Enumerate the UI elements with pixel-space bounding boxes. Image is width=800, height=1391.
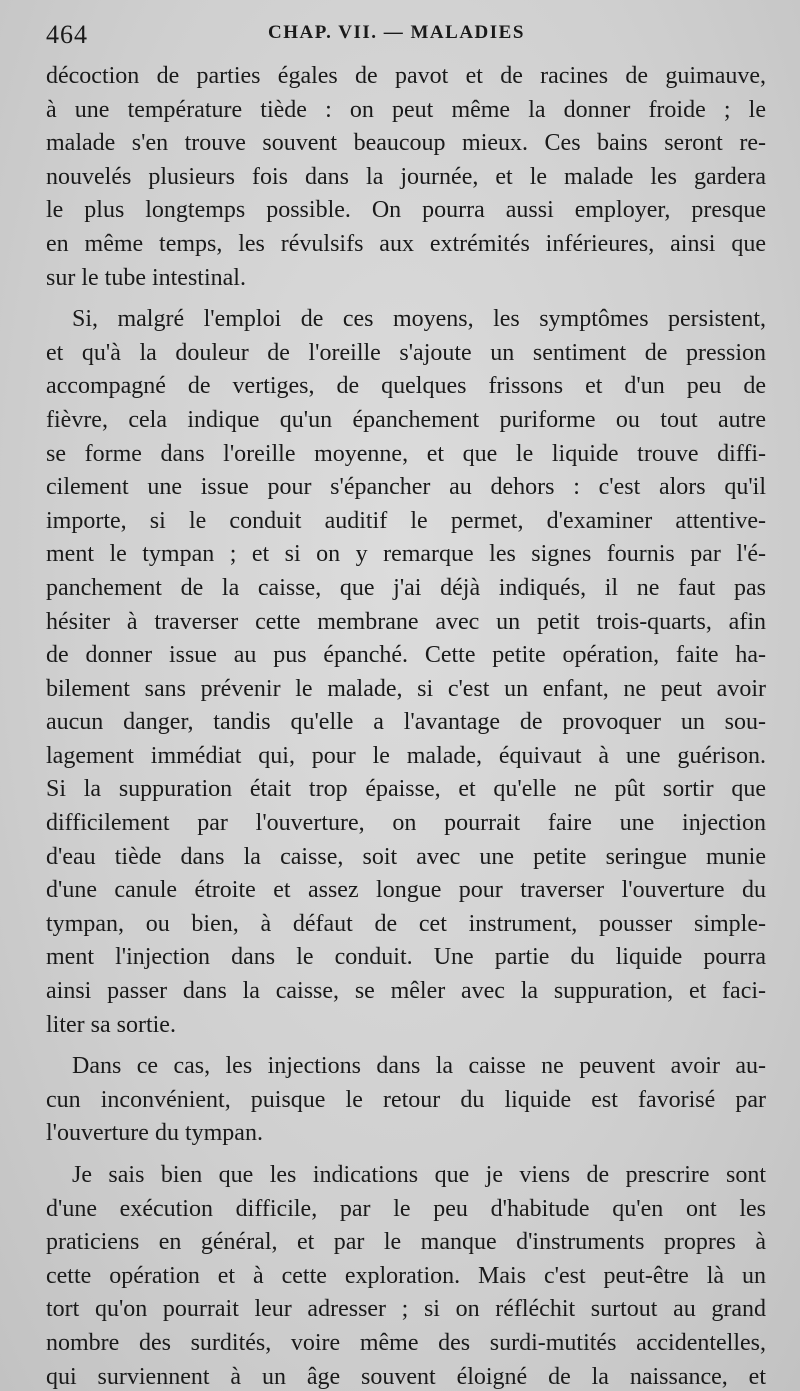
text-line: nombre des surdités, voire même des surdi-mutités accidentelles, xyxy=(46,1329,766,1356)
paragraph xyxy=(46,1050,766,1151)
text-line: cilement une issue pour s'épancher au dehors : c'est alors qu'il xyxy=(46,474,766,501)
text-line: panchement de la caisse, que j'ai déjà indiqués, il ne faut pas xyxy=(46,574,766,601)
text-line: nouvelés plusieurs fois dans la journée, et le malade les gardera xyxy=(46,163,766,190)
text-line: praticiens en général, et par le manque d'instruments propres à xyxy=(46,1229,766,1256)
text-line: difficilement par l'ouverture, on pourrait faire une injection xyxy=(46,810,766,837)
chapter-heading: CHAP. VII. — MALADIES xyxy=(268,22,525,43)
text-line: Si la suppuration était trop épaisse, et qu'elle ne pût sortir que xyxy=(46,776,766,803)
text-line: lagement immédiat qui, pour le malade, équivaut à une guérison. xyxy=(46,742,766,769)
body-text xyxy=(46,60,766,1391)
text-line: ment l'injection dans le conduit. Une partie du liquide pourra xyxy=(46,944,766,971)
text-line: aucun danger, tandis qu'elle a l'avantage de provoquer un sou- xyxy=(46,709,766,736)
text-line: à une température tiède : on peut même la donner froide ; le xyxy=(46,96,766,123)
text-line: liter sa sortie. xyxy=(46,1011,176,1038)
text-line: Je sais bien que les indications que je viens de prescrire sont xyxy=(72,1162,766,1188)
text-line: ainsi passer dans la caisse, se mêler avec la suppuration, et faci- xyxy=(46,978,766,1005)
running-head xyxy=(0,18,800,50)
text-line: ment le tympan ; et si on y remarque les signes fournis par l'é- xyxy=(46,541,766,568)
text-line: malade s'en trouve souvent beaucoup mieux. Ces bains seront re- xyxy=(46,130,766,157)
page-number: 464 xyxy=(46,20,88,49)
text-line: hésiter à traverser cette membrane avec un petit trois-quarts, afin xyxy=(46,608,766,635)
text-line: fièvre, cela indique qu'un épanchement puriforme ou tout autre xyxy=(46,406,766,433)
text-line: bilement sans prévenir le malade, si c'est un enfant, ne peut avoir xyxy=(46,675,766,702)
text-line: cette opération et à cette exploration. Mais c'est peut-être là un xyxy=(46,1262,766,1289)
paragraph xyxy=(46,303,766,1042)
text-line: Si, malgré l'emploi de ces moyens, les symptômes persistent, xyxy=(72,306,766,333)
text-line: cun inconvénient, puisque le retour du liquide est favorisé par xyxy=(46,1086,766,1113)
text-line: accompagné de vertiges, de quelques frissons et d'un peu de xyxy=(46,373,766,400)
text-line: en même temps, les révulsifs aux extrémités inférieures, ainsi que xyxy=(46,230,766,257)
text-line: se forme dans l'oreille moyenne, et que le liquide trouve diffi- xyxy=(46,440,766,467)
text-line: tympan, ou bien, à défaut de cet instrument, pousser simple- xyxy=(46,910,766,937)
paragraph xyxy=(46,1159,766,1391)
text-line: d'une exécution difficile, par le peu d'habitude qu'en ont les xyxy=(46,1195,766,1222)
text-line: qui surviennent à un âge souvent éloigné de la naissance, et xyxy=(46,1363,766,1390)
paragraph xyxy=(46,60,766,295)
text-line: d'une canule étroite et assez longue pour traverser l'ouverture du xyxy=(46,877,766,904)
text-line: décoction de parties égales de pavot et de racines de guimauve, xyxy=(46,63,766,89)
text-line: l'ouverture du tympan. xyxy=(46,1120,263,1147)
text-line: et qu'à la douleur de l'oreille s'ajoute un sentiment de pression xyxy=(46,339,766,366)
text-line: Dans ce cas, les injections dans la caisse ne peuvent avoir au- xyxy=(72,1053,766,1080)
text-line: importe, si le conduit auditif le permet, d'examiner attentive- xyxy=(46,507,766,534)
text-line: de donner issue au pus épanché. Cette petite opération, faite ha- xyxy=(46,642,766,669)
text-line: sur le tube intestinal. xyxy=(46,264,246,291)
text-line: tort qu'on pourrait leur adresser ; si on réfléchit surtout au grand xyxy=(46,1296,766,1323)
text-line: le plus longtemps possible. On pourra aussi employer, presque xyxy=(46,197,766,224)
text-line: d'eau tiède dans la caisse, soit avec une petite seringue munie xyxy=(46,843,766,870)
